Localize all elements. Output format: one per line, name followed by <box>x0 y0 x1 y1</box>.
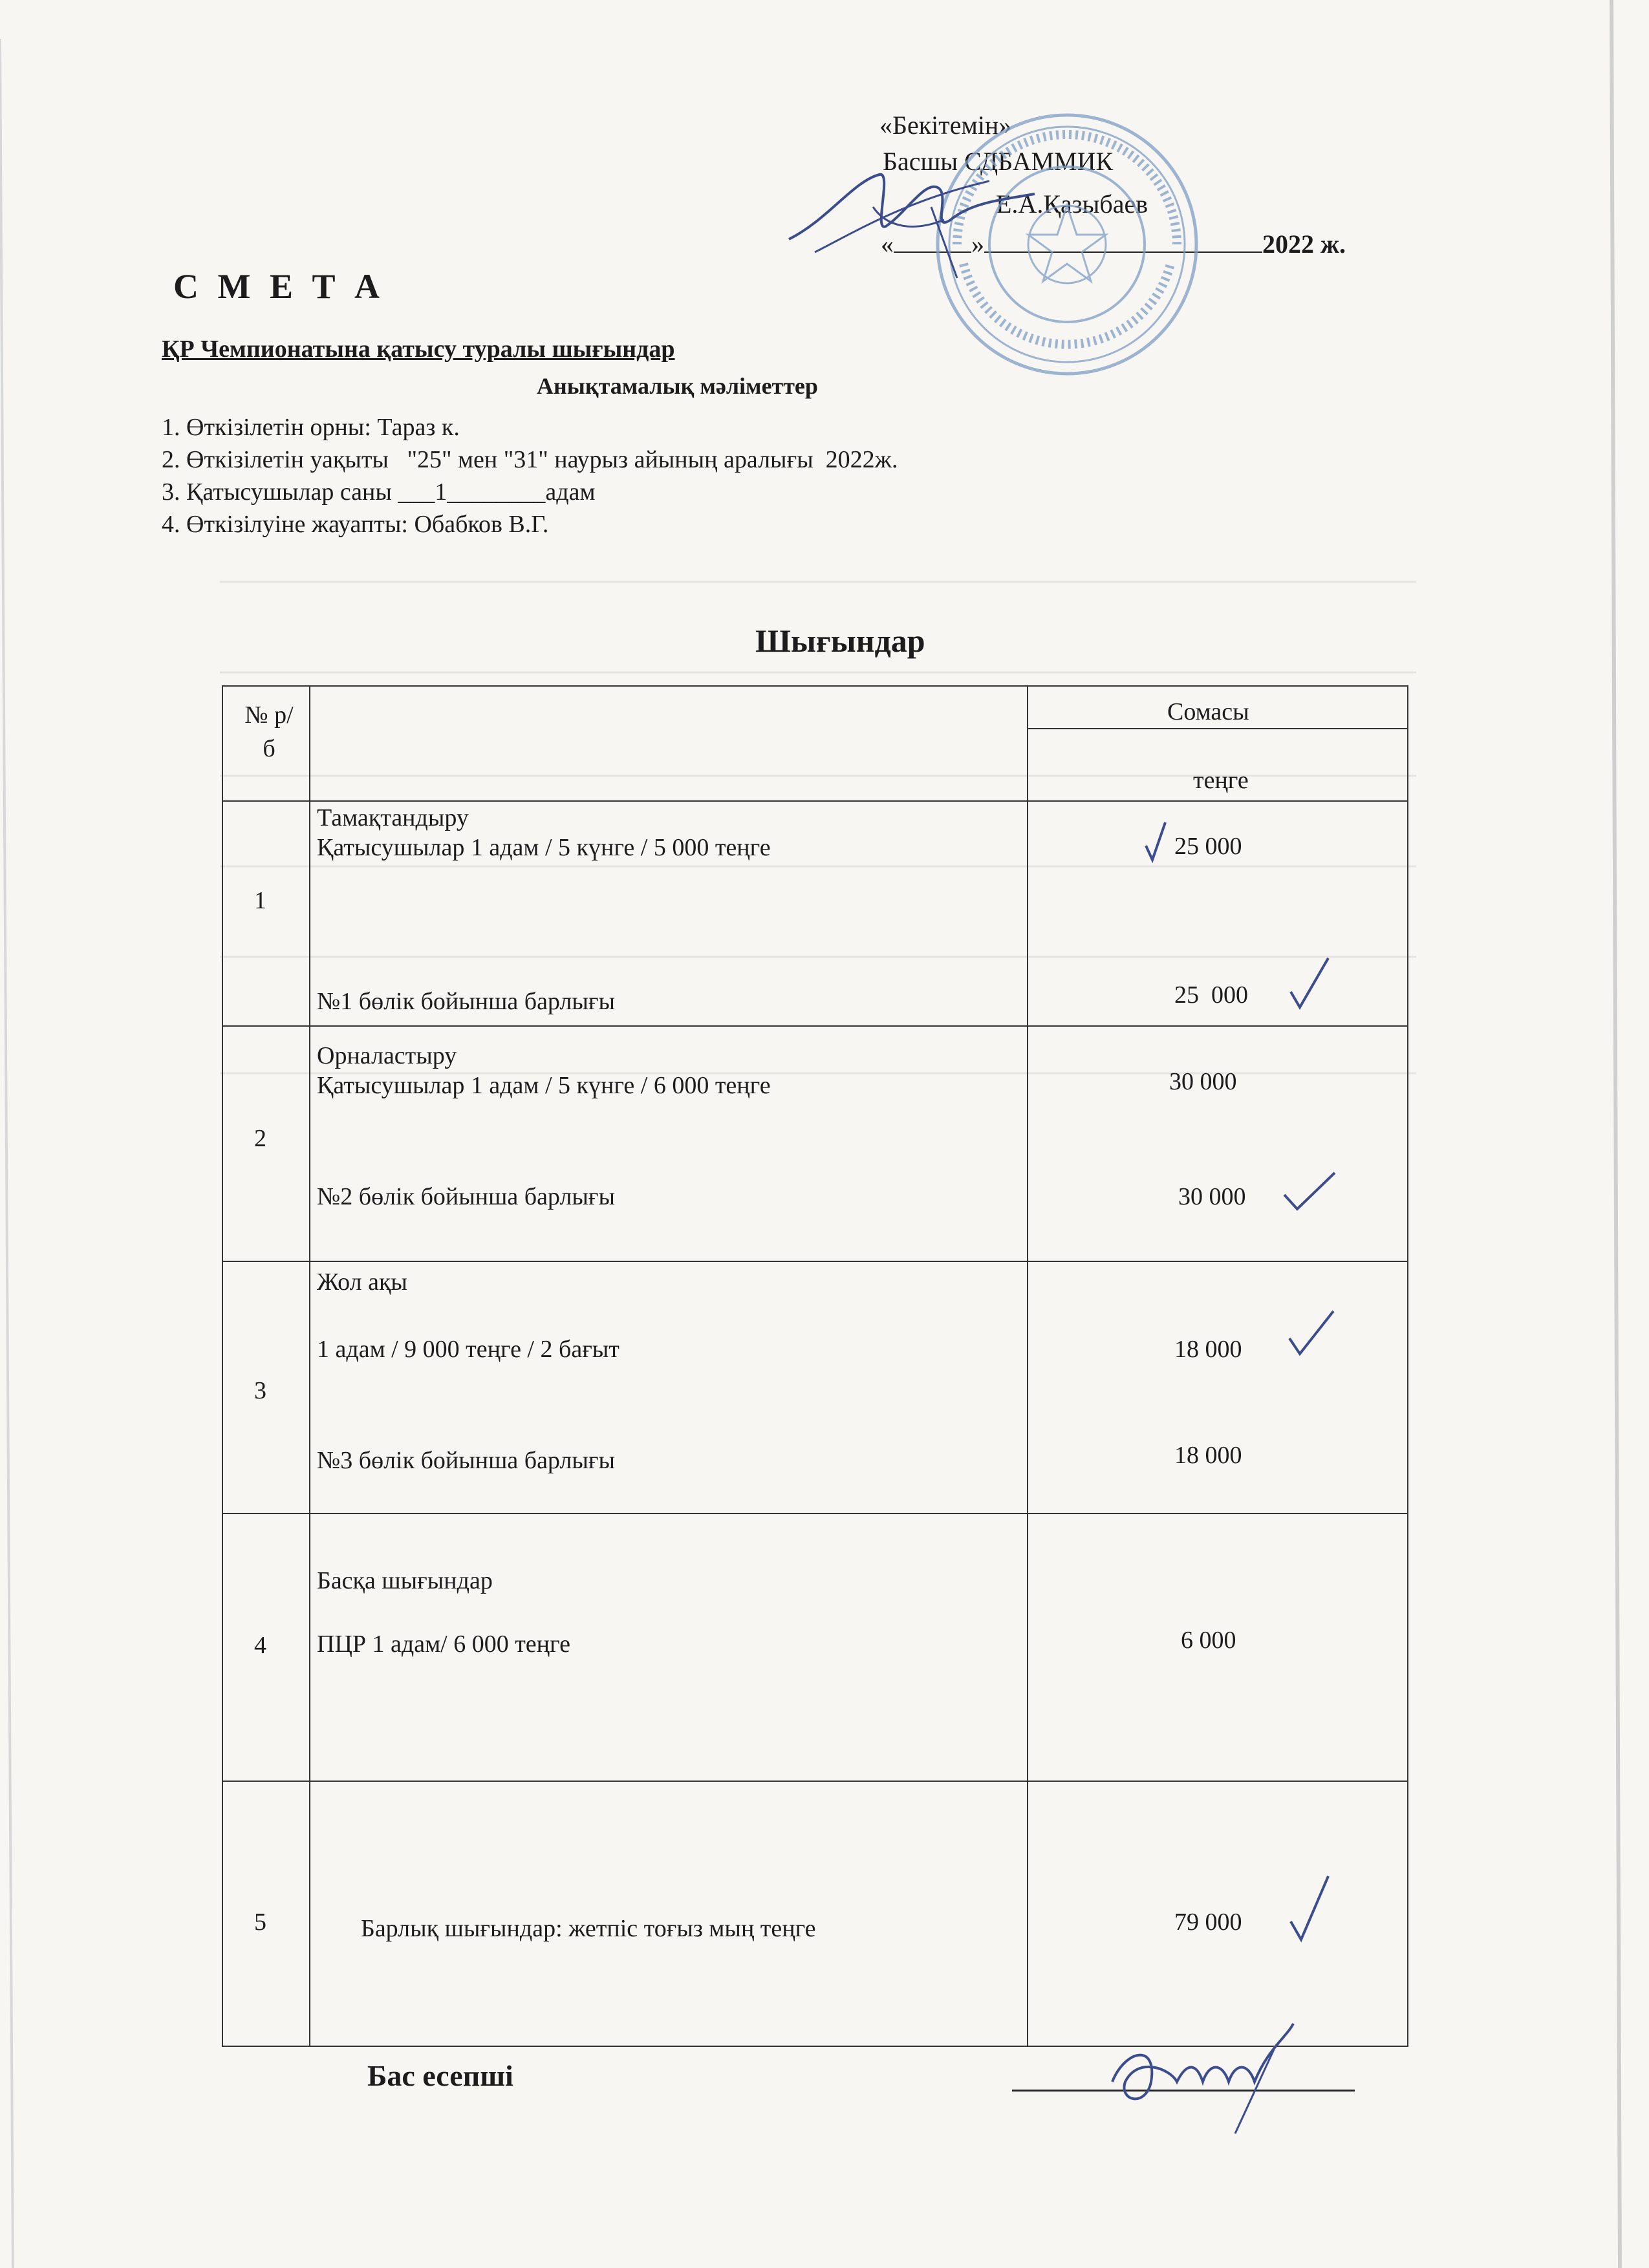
row-subtotal: 30 000 <box>1178 1183 1246 1210</box>
row-amount-cell <box>1028 1781 1408 2046</box>
signature-accountant <box>1099 2011 1306 2140</box>
row-number-cell <box>222 801 310 1026</box>
header-currency: теңге <box>1193 767 1249 794</box>
approval-label: «Бекітемін» <box>879 111 1012 140</box>
row-amount: 79 000 <box>1174 1909 1242 1936</box>
row-name: Басқа шығындар <box>317 1567 493 1594</box>
row-amount-cell <box>1028 801 1408 1026</box>
approval-position: Басшы СДБАММИК <box>883 147 1114 176</box>
date-close-quote: » <box>971 230 984 259</box>
row-detail: Қатысушылар 1 адам / 5 күнге / 6 000 теңге <box>317 1072 771 1099</box>
document-subtitle: ҚР Чемпионатына қатысу туралы шығындар <box>162 336 675 363</box>
row-number: 4 <box>254 1632 266 1659</box>
row-amount: 30 000 <box>1169 1068 1237 1095</box>
row-name: Орналастыру <box>317 1042 457 1069</box>
table-row <box>222 1026 1408 1261</box>
chief-accountant-label: Бас есепші <box>367 2059 513 2092</box>
info-line-responsible: 4. Өткізілуіне жауапты: Обабков В.Г. <box>162 511 549 538</box>
row-amount: 25 000 <box>1174 833 1242 860</box>
row-amount-cell <box>1028 1261 1408 1514</box>
row-number-cell <box>222 1514 310 1781</box>
row-amount: 6 000 <box>1181 1627 1236 1654</box>
row-description-cell <box>310 1781 1028 2046</box>
row-number: 5 <box>254 1909 266 1936</box>
row-amount: 18 000 <box>1174 1336 1242 1363</box>
row-name: Тамақтандыру <box>317 804 469 831</box>
row-description-cell <box>310 801 1028 1026</box>
date-year: 2022 ж. <box>1262 230 1346 259</box>
header-name-cell <box>310 686 1028 801</box>
row-number: 2 <box>254 1125 266 1152</box>
info-heading: Анықтамалық мәліметтер <box>537 373 818 399</box>
row-subtotal-label: №1 бөлік бойынша барлығы <box>317 988 616 1015</box>
document-title: С М Е Т А <box>173 267 385 306</box>
row-number: 1 <box>254 887 266 914</box>
signature-director <box>776 142 1048 284</box>
row-description-cell <box>310 1514 1028 1781</box>
check-mark <box>1280 1169 1339 1214</box>
row-number-cell <box>222 1026 310 1261</box>
header-amount: Сомасы <box>1167 698 1249 725</box>
row-detail: Қатысушылар 1 адам / 5 күнге / 5 000 теңге <box>317 834 771 861</box>
header-number: № р/б <box>244 701 294 762</box>
row-number: 3 <box>254 1377 266 1404</box>
section-title-expenses: Шығындар <box>755 623 925 659</box>
header-amount-cell <box>1028 686 1408 729</box>
header-number-cell <box>222 686 310 801</box>
row-number-cell <box>222 1781 310 2046</box>
date-open-quote: « <box>881 230 894 259</box>
header-currency-cell <box>1028 729 1408 801</box>
check-mark <box>1286 1307 1337 1359</box>
row-detail: ПЦР 1 адам/ 6 000 теңге <box>317 1631 570 1658</box>
row-number-cell <box>222 1261 310 1514</box>
info-line-place: 1. Өткізілетін орны: Тараз к. <box>162 414 460 441</box>
info-line-dates: 2. Өткізілетін уақыты "25" мен "31" наурыз айының аралығы 2022ж. <box>162 446 898 473</box>
expenses-table <box>222 685 1408 2047</box>
row-amount-cell <box>1028 1514 1408 1781</box>
row-total-words: Барлық шығындар: жетпіс тоғыз мың теңге <box>361 1915 816 1942</box>
row-subtotal-label: №2 бөлік бойынша барлығы <box>317 1183 616 1210</box>
row-subtotal-label: №3 бөлік бойынша барлығы <box>317 1447 616 1474</box>
check-mark <box>1287 1872 1332 1943</box>
check-mark <box>1143 820 1169 865</box>
approval-name: Е.А.Қазыбаев <box>996 189 1148 219</box>
table-row <box>222 801 1408 1026</box>
table-row <box>222 1261 1408 1514</box>
row-description-cell <box>310 1026 1028 1261</box>
row-amount-cell <box>1028 1026 1408 1261</box>
row-detail: 1 адам / 9 000 теңге / 2 бағыт <box>317 1336 620 1363</box>
info-line-participants: 3. Қатысушылар саны ___1________адам <box>162 478 596 506</box>
table-row <box>222 1514 1408 1781</box>
row-subtotal: 25 000 <box>1174 981 1248 1009</box>
table-row <box>222 1781 1408 2046</box>
check-mark <box>1287 954 1332 1012</box>
row-subtotal: 18 000 <box>1174 1442 1242 1469</box>
row-description-cell <box>310 1261 1028 1514</box>
row-name: Жол ақы <box>317 1268 407 1296</box>
